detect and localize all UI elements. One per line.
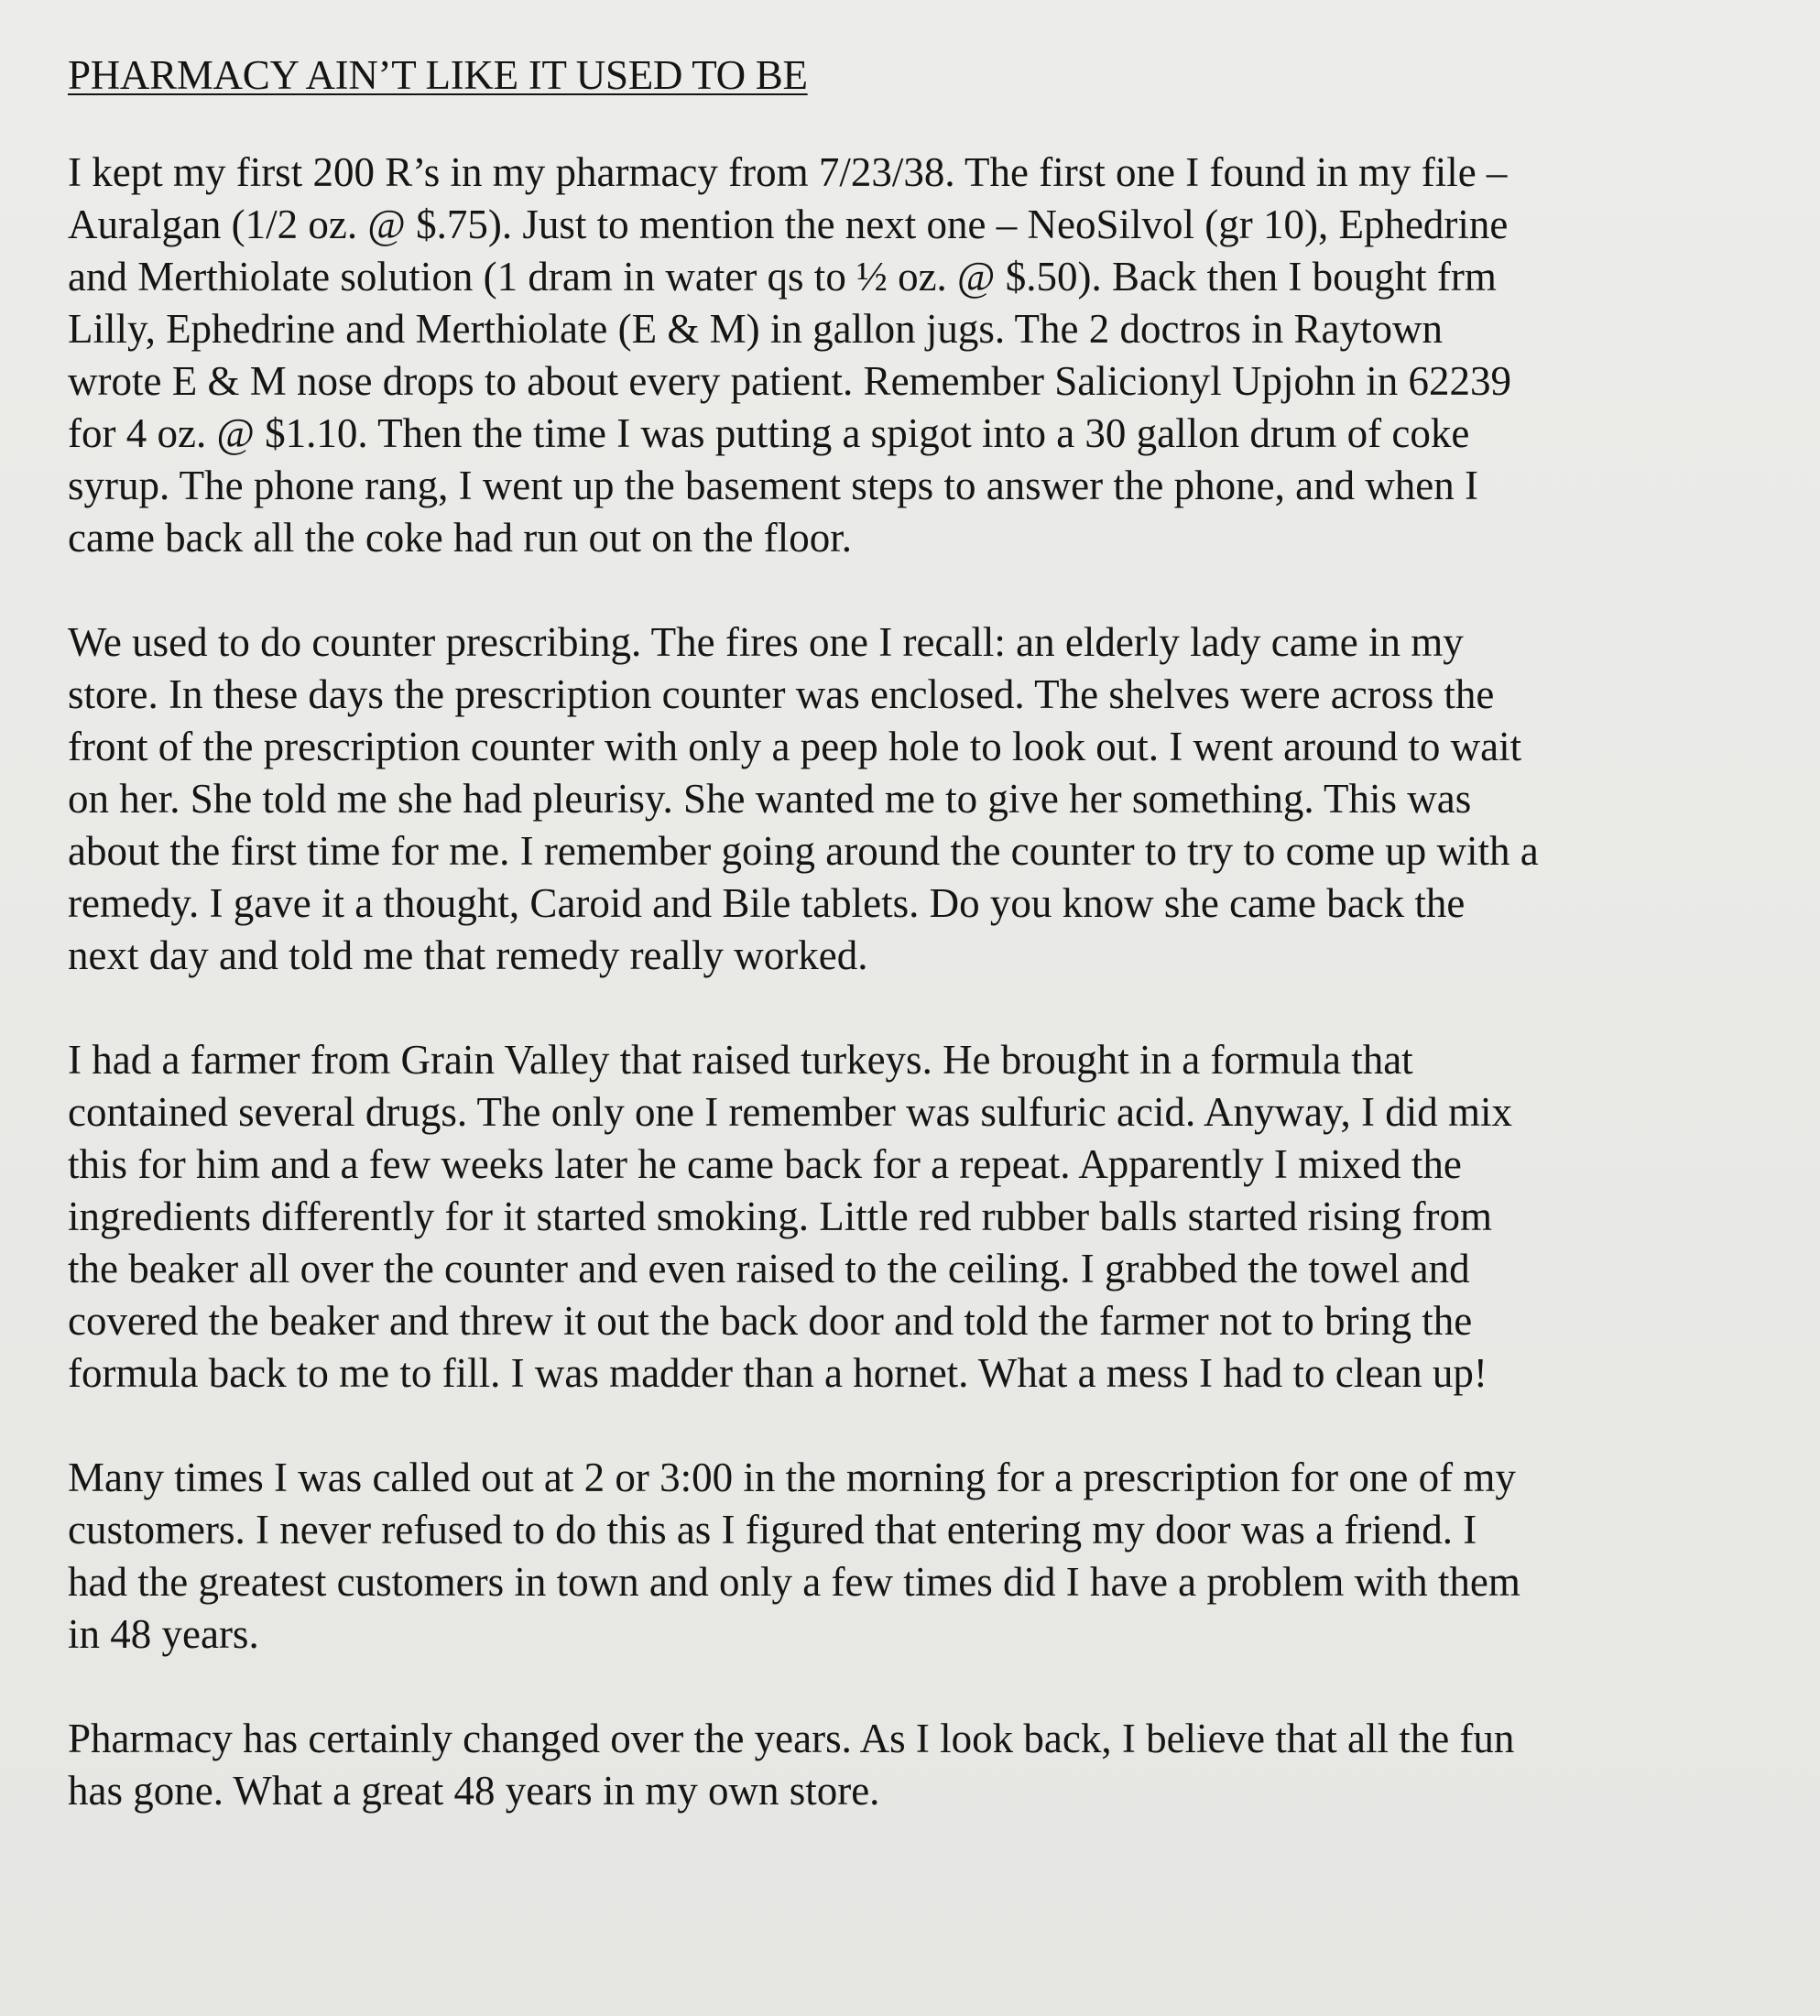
- paragraph: [68, 147, 1765, 564]
- text-line: came back all the coke had run out on the floor.: [68, 515, 852, 561]
- text-line: about the first time for me. I remember going around the counter to try to come up with a: [68, 828, 1539, 874]
- text-line: ingredients differently for it started smoking. Little red rubber balls started rising from: [68, 1193, 1493, 1239]
- document-body: [68, 147, 1765, 1817]
- text-line: Many times I was called out at 2 or 3:00 in the morning for a prescription for one of my: [68, 1455, 1516, 1500]
- text-line: for 4 oz. @ $1.10. Then the time I was putting a spigot into a 30 gallon drum of coke: [68, 410, 1470, 456]
- paragraph: [68, 1713, 1765, 1817]
- text-line: wrote E & M nose drops to about every patient. Remember Salicionyl Upjohn in 62239: [68, 358, 1511, 404]
- text-line: had the greatest customers in town and only a few times did I have a problem with them: [68, 1559, 1520, 1605]
- paragraph: [68, 1034, 1765, 1400]
- text-line: We used to do counter prescribing. The fires one I recall: an elderly lady came in my: [68, 619, 1464, 665]
- text-line: syrup. The phone rang, I went up the basement steps to answer the phone, and when I: [68, 463, 1479, 508]
- text-line: front of the prescription counter with only a peep hole to look out. I went around to wait: [68, 724, 1522, 769]
- text-line: the beaker all over the counter and even raised to the ceiling. I grabbed the towel and: [68, 1246, 1470, 1291]
- paragraph: [68, 1452, 1765, 1661]
- document-title: PHARMACY AIN’T LIKE IT USED TO BE: [68, 52, 808, 98]
- text-line: Auralgan (1/2 oz. @ $.75). Just to mention the next one – NeoSilvol (gr 10), Ephedrine: [68, 202, 1509, 247]
- text-line: and Merthiolate solution (1 dram in water qs to ½ oz. @ $.50). Back then I bought frm: [68, 254, 1497, 300]
- text-line: I kept my first 200 R’s in my pharmacy from 7/23/38. The first one I found in my file –: [68, 149, 1508, 195]
- text-line: in 48 years.: [68, 1611, 259, 1657]
- text-line: covered the beaker and threw it out the back door and told the farmer not to bring the: [68, 1298, 1473, 1344]
- text-line: this for him and a few weeks later he came back for a repeat. Apparently I mixed the: [68, 1141, 1462, 1187]
- text-line: on her. She told me she had pleurisy. She wanted me to give her something. This was: [68, 776, 1472, 822]
- text-line: remedy. I gave it a thought, Caroid and Bile tablets. Do you know she came back the: [68, 880, 1466, 926]
- text-line: formula back to me to fill. I was madder than a hornet. What a mess I had to clean up!: [68, 1350, 1488, 1396]
- paragraph: [68, 616, 1765, 982]
- text-line: store. In these days the prescription counter was enclosed. The shelves were across the: [68, 671, 1495, 717]
- text-line: contained several drugs. The only one I remember was sulfuric acid. Anyway, I did mix: [68, 1089, 1513, 1135]
- text-line: next day and told me that remedy really worked.: [68, 932, 868, 978]
- text-line: I had a farmer from Grain Valley that raised turkeys. He brought in a formula that: [68, 1037, 1413, 1083]
- text-line: Pharmacy has certainly changed over the years. As I look back, I believe that all the fun: [68, 1716, 1515, 1761]
- text-line: has gone. What a great 48 years in my own store.: [68, 1768, 880, 1814]
- text-line: Lilly, Ephedrine and Merthiolate (E & M) in gallon jugs. The 2 doctros in Raytown: [68, 306, 1443, 352]
- text-line: customers. I never refused to do this as I figured that entering my door was a friend. I: [68, 1507, 1477, 1553]
